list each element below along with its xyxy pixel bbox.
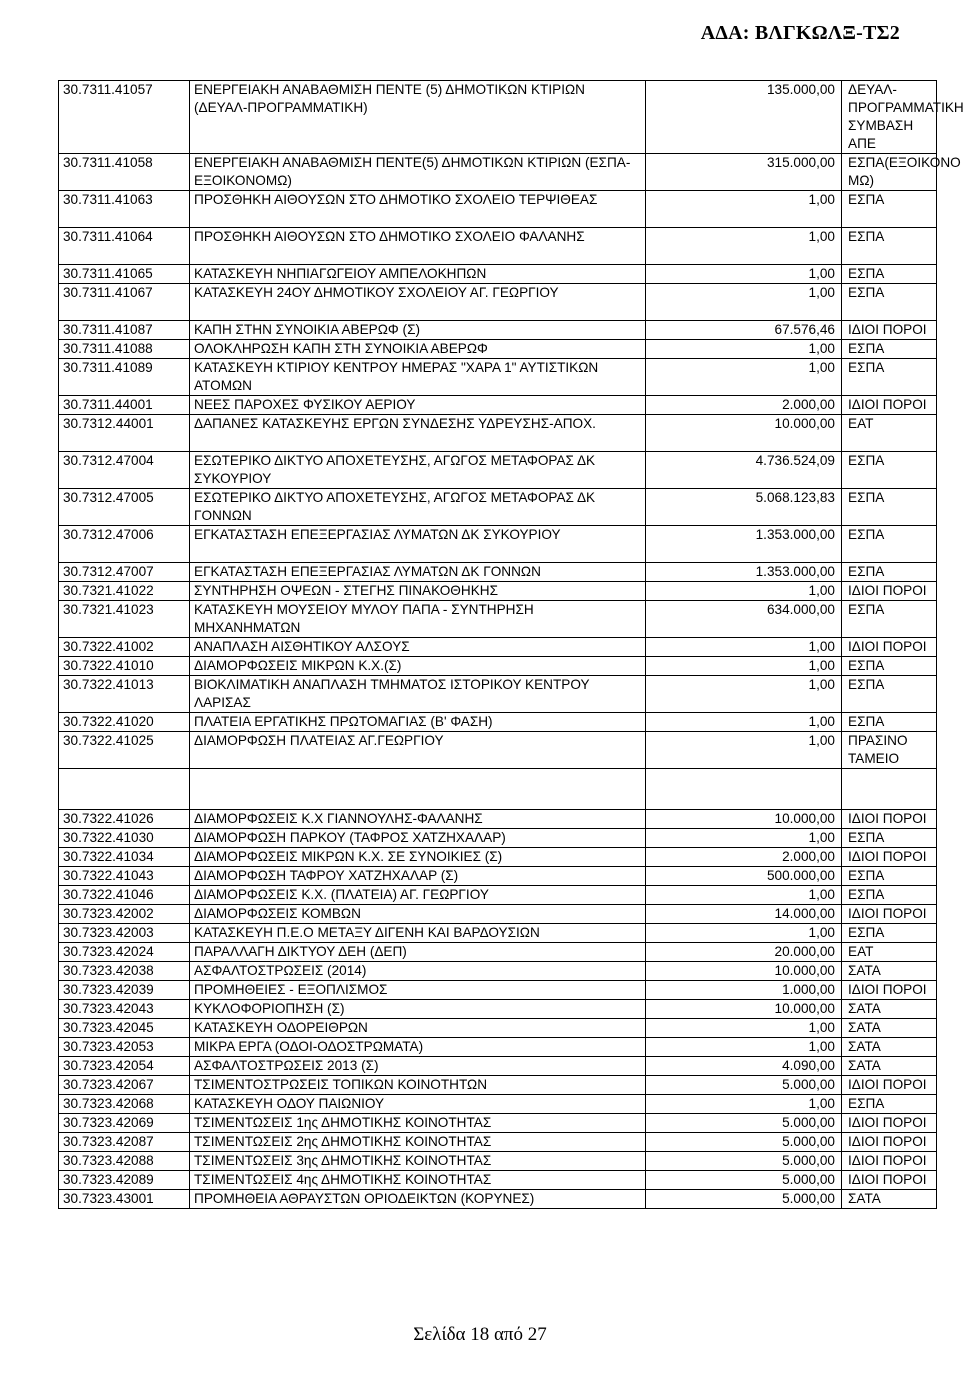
funding-source-cell: ΕΣΠΑ bbox=[842, 829, 937, 848]
amount-cell: 1,00 bbox=[646, 657, 842, 676]
funding-source-cell: ΕΣΠΑ bbox=[842, 191, 937, 228]
amount-cell: 67.576,46 bbox=[646, 321, 842, 340]
table-row bbox=[59, 732, 937, 769]
description-cell: ΠΡΟΣΘΗΚΗ ΑΙΘΟΥΣΩΝ ΣΤΟ ΔΗΜΟΤΙΚΟ ΣΧΟΛΕΙΟ ΦΑΛΑΝΗΣ bbox=[190, 228, 646, 265]
amount-cell: 1,00 bbox=[646, 886, 842, 905]
description-cell: ΤΣΙΜΕΝΤΩΣΕΙΣ 1ης ΔΗΜΟΤΙΚΗΣ ΚΟΙΝΟΤΗΤΑΣ bbox=[190, 1114, 646, 1133]
amount-cell: 5.000,00 bbox=[646, 1171, 842, 1190]
amount-cell: 5.000,00 bbox=[646, 1152, 842, 1171]
funding-source-cell: ΕΣΠΑ(ΕΞΟΙΚΟΝΟ ΜΩ) bbox=[842, 154, 937, 191]
account-code-cell: 30.7322.41013 bbox=[59, 676, 190, 713]
funding-source-cell: ΙΔΙΟΙ ΠΟΡΟΙ bbox=[842, 582, 937, 601]
account-code-cell: 30.7323.42067 bbox=[59, 1076, 190, 1095]
page-number: Σελίδα 18 από 27 bbox=[413, 1324, 547, 1345]
amount-cell: 1,00 bbox=[646, 582, 842, 601]
amount-cell: 1,00 bbox=[646, 340, 842, 359]
account-code-cell: 30.7323.42043 bbox=[59, 1000, 190, 1019]
account-code-cell: 30.7311.41087 bbox=[59, 321, 190, 340]
description-cell: ΔΙΑΜΟΡΦΩΣΗ ΤΑΦΡΟΥ ΧΑΤΖΗΧΑΛΑΡ (Σ) bbox=[190, 867, 646, 886]
table-row bbox=[59, 924, 937, 943]
amount-cell: 5.068.123,83 bbox=[646, 489, 842, 526]
description-cell: ΔΙΑΜΟΡΦΩΣΕΙΣ Κ.Χ ΓΙΑΝΝΟΥΛΗΣ-ΦΑΛΑΝΗΣ bbox=[190, 810, 646, 829]
funding-source-cell: ΕΣΠΑ bbox=[842, 676, 937, 713]
funding-source-cell: ΕΣΠΑ bbox=[842, 359, 937, 396]
account-code-cell: 30.7322.41025 bbox=[59, 732, 190, 769]
account-code-cell: 30.7311.41088 bbox=[59, 340, 190, 359]
table-row bbox=[59, 321, 937, 340]
account-code-cell: 30.7323.43001 bbox=[59, 1190, 190, 1209]
description-cell: ΚΑΤΑΣΚΕΥΗ ΚΤΙΡΙΟΥ ΚΕΝΤΡΟΥ ΗΜΕΡΑΣ "ΧΑΡΑ 1" ΑΥΤΙΣΤΙΚΩΝ ΑΤΟΜΩΝ bbox=[190, 359, 646, 396]
amount-cell: 1.353.000,00 bbox=[646, 563, 842, 582]
account-code-cell: 30.7321.41022 bbox=[59, 582, 190, 601]
amount-cell: 1,00 bbox=[646, 1019, 842, 1038]
description-cell: ΔΙΑΜΟΡΦΩΣΕΙΣ ΜΙΚΡΩΝ Κ.Χ.(Σ) bbox=[190, 657, 646, 676]
amount-cell: 2.000,00 bbox=[646, 396, 842, 415]
account-code-cell: 30.7323.42087 bbox=[59, 1133, 190, 1152]
funding-source-cell: ΕΣΠΑ bbox=[842, 265, 937, 284]
amount-cell: 4.090,00 bbox=[646, 1057, 842, 1076]
table-row bbox=[59, 191, 937, 228]
account-code-cell: 30.7322.41034 bbox=[59, 848, 190, 867]
account-code-cell: 30.7322.41026 bbox=[59, 810, 190, 829]
table-row bbox=[59, 1057, 937, 1076]
funding-source-cell: ΙΔΙΟΙ ΠΟΡΟΙ bbox=[842, 848, 937, 867]
table-row bbox=[59, 981, 937, 1000]
amount-cell: 5.000,00 bbox=[646, 1133, 842, 1152]
table-row bbox=[59, 848, 937, 867]
amount-cell: 135.000,00 bbox=[646, 81, 842, 154]
description-cell: ΤΣΙΜΕΝΤΟΣΤΡΩΣΕΙΣ ΤΟΠΙΚΩΝ ΚΟΙΝΟΤΗΤΩΝ bbox=[190, 1076, 646, 1095]
amount-cell: 1,00 bbox=[646, 228, 842, 265]
funding-source-cell: ΕΣΠΑ bbox=[842, 489, 937, 526]
amount-cell: 10.000,00 bbox=[646, 415, 842, 452]
description-cell: ΠΡΟΜΗΘΕΙΕΣ - ΕΞΟΠΛΙΣΜΟΣ bbox=[190, 981, 646, 1000]
description-cell: ΣΥΝΤΗΡΗΣΗ ΟΨΕΩΝ - ΣΤΕΓΗΣ ΠΙΝΑΚΟΘΗΚΗΣ bbox=[190, 582, 646, 601]
funding-source-cell: ΙΔΙΟΙ ΠΟΡΟΙ bbox=[842, 638, 937, 657]
funding-source-cell: ΣΑΤΑ bbox=[842, 1038, 937, 1057]
amount-cell: 1,00 bbox=[646, 1095, 842, 1114]
funding-source-cell: ΕΣΠΑ bbox=[842, 1095, 937, 1114]
table-row bbox=[59, 526, 937, 563]
description-cell: ΝΕΕΣ ΠΑΡΟΧΕΣ ΦΥΣΙΚΟΥ ΑΕΡΙΟΥ bbox=[190, 396, 646, 415]
table-row bbox=[59, 1171, 937, 1190]
description-cell: ΤΣΙΜΕΝΤΩΣΕΙΣ 4ης ΔΗΜΟΤΙΚΗΣ ΚΟΙΝΟΤΗΤΑΣ bbox=[190, 1171, 646, 1190]
funding-source-cell: ΕΣΠΑ bbox=[842, 924, 937, 943]
account-code-cell: 30.7323.42054 bbox=[59, 1057, 190, 1076]
funding-source-cell: ΙΔΙΟΙ ΠΟΡΟΙ bbox=[842, 1133, 937, 1152]
account-code-cell: 30.7323.42053 bbox=[59, 1038, 190, 1057]
funding-source-cell: ΙΔΙΟΙ ΠΟΡΟΙ bbox=[842, 810, 937, 829]
budget-table bbox=[58, 80, 964, 1209]
funding-source-cell: ΕΣΠΑ bbox=[842, 228, 937, 265]
funding-source-cell: ΕΣΠΑ bbox=[842, 886, 937, 905]
account-code-cell: 30.7323.42038 bbox=[59, 962, 190, 981]
table-row bbox=[59, 340, 937, 359]
amount-cell: 1,00 bbox=[646, 191, 842, 228]
description-cell: ΕΣΩΤΕΡΙΚΟ ΔΙΚΤΥΟ ΑΠΟΧΕΤΕΥΣΗΣ, ΑΓΩΓΟΣ ΜΕΤΑΦΟΡΑΣ ΔΚ ΓΟΝΝΩΝ bbox=[190, 489, 646, 526]
funding-source-cell: ΙΔΙΟΙ ΠΟΡΟΙ bbox=[842, 905, 937, 924]
table-row bbox=[59, 886, 937, 905]
funding-source-cell: ΙΔΙΟΙ ΠΟΡΟΙ bbox=[842, 396, 937, 415]
funding-source-cell: ΠΡΑΣΙΝΟ ΤΑΜΕΙΟ bbox=[842, 732, 937, 769]
account-code-cell: 30.7311.41057 bbox=[59, 81, 190, 154]
description-cell: ΤΣΙΜΕΝΤΩΣΕΙΣ 3ης ΔΗΜΟΤΙΚΗΣ ΚΟΙΝΟΤΗΤΑΣ bbox=[190, 1152, 646, 1171]
description-cell: ΠΡΟΣΘΗΚΗ ΑΙΘΟΥΣΩΝ ΣΤΟ ΔΗΜΟΤΙΚΟ ΣΧΟΛΕΙΟ ΤΕΡΨΙΘΕΑΣ bbox=[190, 191, 646, 228]
amount-cell: 1,00 bbox=[646, 359, 842, 396]
amount-cell: 1,00 bbox=[646, 713, 842, 732]
amount-cell: 315.000,00 bbox=[646, 154, 842, 191]
table-row bbox=[59, 284, 937, 321]
description-cell: ΔΙΑΜΟΡΦΩΣΕΙΣ ΜΙΚΡΩΝ Κ.Χ. ΣΕ ΣΥΝΟΙΚΙΕΣ (Σ) bbox=[190, 848, 646, 867]
table-row bbox=[59, 396, 937, 415]
table-row bbox=[59, 676, 937, 713]
amount-cell: 5.000,00 bbox=[646, 1114, 842, 1133]
spacer-cell bbox=[190, 769, 646, 810]
description-cell: ΕΓΚΑΤΑΣΤΑΣΗ ΕΠΕΞΕΡΓΑΣΙΑΣ ΛΥΜΑΤΩΝ ΔΚ ΣΥΚΟΥΡΙΟΥ bbox=[190, 526, 646, 563]
account-code-cell: 30.7312.47007 bbox=[59, 563, 190, 582]
table-row bbox=[59, 1019, 937, 1038]
amount-cell: 10.000,00 bbox=[646, 962, 842, 981]
account-code-cell: 30.7322.41046 bbox=[59, 886, 190, 905]
funding-source-cell: ΕΑΤ bbox=[842, 943, 937, 962]
description-cell: ΚΑΤΑΣΚΕΥΗ 24ΟΥ ΔΗΜΟΤΙΚΟΥ ΣΧΟΛΕΙΟΥ ΑΓ. ΓΕΩΡΓΙΟΥ bbox=[190, 284, 646, 321]
account-code-cell: 30.7323.42069 bbox=[59, 1114, 190, 1133]
account-code-cell: 30.7323.42003 bbox=[59, 924, 190, 943]
description-cell: ΚΑΤΑΣΚΕΥΗ ΝΗΠΙΑΓΩΓΕΙΟΥ ΑΜΠΕΛΟΚΗΠΩΝ bbox=[190, 265, 646, 284]
amount-cell: 5.000,00 bbox=[646, 1076, 842, 1095]
table-spacer-row bbox=[59, 769, 937, 810]
account-code-cell: 30.7322.41030 bbox=[59, 829, 190, 848]
table-row bbox=[59, 638, 937, 657]
spacer-cell bbox=[842, 769, 937, 810]
description-cell: ΕΝΕΡΓΕΙΑΚΗ ΑΝΑΒΑΘΜΙΣΗ ΠΕΝΤΕ (5) ΔΗΜΟΤΙΚΩΝ ΚΤΙΡΙΩΝ (ΔΕΥΑΛ-ΠΡΟΓΡΑΜΜΑΤΙΚΗ) bbox=[190, 81, 646, 154]
funding-source-cell: ΕΣΠΑ bbox=[842, 284, 937, 321]
ada-code: ΑΔΑ: ΒΛΓΚΩΛΞ-ΤΣ2 bbox=[700, 22, 900, 44]
description-cell: ΟΛΟΚΛΗΡΩΣΗ ΚΑΠΗ ΣΤΗ ΣΥΝΟΙΚΙΑ ΑΒΕΡΩΦ bbox=[190, 340, 646, 359]
account-code-cell: 30.7311.41063 bbox=[59, 191, 190, 228]
amount-cell: 1.353.000,00 bbox=[646, 526, 842, 563]
description-cell: ΚΑΤΑΣΚΕΥΗ ΟΔΟΥ ΠΑΙΩΝΙΟΥ bbox=[190, 1095, 646, 1114]
account-code-cell: 30.7323.42088 bbox=[59, 1152, 190, 1171]
amount-cell: 20.000,00 bbox=[646, 943, 842, 962]
spacer-cell bbox=[59, 769, 190, 810]
funding-source-cell: ΕΣΠΑ bbox=[842, 601, 937, 638]
account-code-cell: 30.7323.42068 bbox=[59, 1095, 190, 1114]
funding-source-cell: ΣΑΤΑ bbox=[842, 1000, 937, 1019]
account-code-cell: 30.7323.42002 bbox=[59, 905, 190, 924]
table-row bbox=[59, 657, 937, 676]
funding-source-cell: ΙΔΙΟΙ ΠΟΡΟΙ bbox=[842, 1152, 937, 1171]
account-code-cell: 30.7311.41067 bbox=[59, 284, 190, 321]
table-row bbox=[59, 563, 937, 582]
funding-source-cell: ΣΑΤΑ bbox=[842, 1019, 937, 1038]
amount-cell: 1,00 bbox=[646, 265, 842, 284]
funding-source-cell: ΕΑΤ bbox=[842, 415, 937, 452]
description-cell: ΚΑΤΑΣΚΕΥΗ ΜΟΥΣΕΙΟΥ ΜΥΛΟΥ ΠΑΠΑ - ΣΥΝΤΗΡΗΣΗ ΜΗΧΑΝΗΜΑΤΩΝ bbox=[190, 601, 646, 638]
spacer-cell bbox=[646, 769, 842, 810]
funding-source-cell: ΕΣΠΑ bbox=[842, 867, 937, 886]
funding-source-cell: ΔΕΥΑΛ-ΠΡΟΓΡΑΜΜΑΤΙΚΗ ΣΥΜΒΑΣΗ ΑΠΕ bbox=[842, 81, 937, 154]
account-code-cell: 30.7322.41020 bbox=[59, 713, 190, 732]
amount-cell: 1,00 bbox=[646, 1038, 842, 1057]
description-cell: ΑΣΦΑΛΤΟΣΤΡΩΣΕΙΣ 2013 (Σ) bbox=[190, 1057, 646, 1076]
amount-cell: 1,00 bbox=[646, 924, 842, 943]
amount-cell: 1.000,00 bbox=[646, 981, 842, 1000]
amount-cell: 634.000,00 bbox=[646, 601, 842, 638]
description-cell: ΚΑΤΑΣΚΕΥΗ ΟΔΟΡΕΙΘΡΩΝ bbox=[190, 1019, 646, 1038]
table-row bbox=[59, 489, 937, 526]
account-code-cell: 30.7312.47006 bbox=[59, 526, 190, 563]
funding-source-cell: ΕΣΠΑ bbox=[842, 340, 937, 359]
account-code-cell: 30.7322.41043 bbox=[59, 867, 190, 886]
account-code-cell: 30.7321.41023 bbox=[59, 601, 190, 638]
funding-source-cell: ΕΣΠΑ bbox=[842, 452, 937, 489]
amount-cell: 1,00 bbox=[646, 676, 842, 713]
funding-source-cell: ΙΔΙΟΙ ΠΟΡΟΙ bbox=[842, 1076, 937, 1095]
description-cell: ΚΑΠΗ ΣΤΗΝ ΣΥΝΟΙΚΙΑ ΑΒΕΡΩΦ (Σ) bbox=[190, 321, 646, 340]
description-cell: ΔΙΑΜΟΡΦΩΣΕΙΣ Κ.Χ. (ΠΛΑΤΕΙΑ) ΑΓ. ΓΕΩΡΓΙΟΥ bbox=[190, 886, 646, 905]
table-row bbox=[59, 415, 937, 452]
description-cell: ΚΥΚΛΟΦΟΡΙΟΠΗΣΗ (Σ) bbox=[190, 1000, 646, 1019]
description-cell: ΤΣΙΜΕΝΤΩΣΕΙΣ 2ης ΔΗΜΟΤΙΚΗΣ ΚΟΙΝΟΤΗΤΑΣ bbox=[190, 1133, 646, 1152]
account-code-cell: 30.7312.44001 bbox=[59, 415, 190, 452]
amount-cell: 5.000,00 bbox=[646, 1190, 842, 1209]
funding-source-cell: ΙΔΙΟΙ ΠΟΡΟΙ bbox=[842, 321, 937, 340]
table-row bbox=[59, 154, 937, 191]
funding-source-cell: ΕΣΠΑ bbox=[842, 713, 937, 732]
account-code-cell: 30.7323.42039 bbox=[59, 981, 190, 1000]
table-row bbox=[59, 265, 937, 284]
table-row bbox=[59, 905, 937, 924]
amount-cell: 2.000,00 bbox=[646, 848, 842, 867]
amount-cell: 1,00 bbox=[646, 732, 842, 769]
amount-cell: 500.000,00 bbox=[646, 867, 842, 886]
table-row bbox=[59, 810, 937, 829]
account-code-cell: 30.7323.42089 bbox=[59, 1171, 190, 1190]
amount-cell: 14.000,00 bbox=[646, 905, 842, 924]
description-cell: ΠΡΟΜΗΘΕΙΑ ΑΘΡΑΥΣΤΩΝ ΟΡΙΟΔΕΙΚΤΩΝ (ΚΟΡΥΝΕΣ) bbox=[190, 1190, 646, 1209]
table-row bbox=[59, 601, 937, 638]
funding-source-cell: ΣΑΤΑ bbox=[842, 962, 937, 981]
budget-table-body bbox=[59, 81, 964, 1209]
description-cell: ΕΓΚΑΤΑΣΤΑΣΗ ΕΠΕΞΕΡΓΑΣΙΑΣ ΛΥΜΑΤΩΝ ΔΚ ΓΟΝΝΩΝ bbox=[190, 563, 646, 582]
account-code-cell: 30.7311.41089 bbox=[59, 359, 190, 396]
table-row bbox=[59, 829, 937, 848]
description-cell: ΔΑΠΑΝΕΣ ΚΑΤΑΣΚΕΥΗΣ ΕΡΓΩΝ ΣΥΝΔΕΣΗΣ ΥΔΡΕΥΣΗΣ-ΑΠΟΧ. bbox=[190, 415, 646, 452]
account-code-cell: 30.7311.41058 bbox=[59, 154, 190, 191]
table-row bbox=[59, 713, 937, 732]
funding-source-cell: ΣΑΤΑ bbox=[842, 1190, 937, 1209]
account-code-cell: 30.7323.42045 bbox=[59, 1019, 190, 1038]
description-cell: ΒΙΟΚΛΙΜΑΤΙΚΗ ΑΝΑΠΛΑΣΗ ΤΜΗΜΑΤΟΣ ΙΣΤΟΡΙΚΟΥ ΚΕΝΤΡΟΥ ΛΑΡΙΣΑΣ bbox=[190, 676, 646, 713]
funding-source-cell: ΕΣΠΑ bbox=[842, 526, 937, 563]
table-row bbox=[59, 582, 937, 601]
amount-cell: 4.736.524,09 bbox=[646, 452, 842, 489]
table-row bbox=[59, 1133, 937, 1152]
description-cell: ΑΣΦΑΛΤΟΣΤΡΩΣΕΙΣ (2014) bbox=[190, 962, 646, 981]
amount-cell: 1,00 bbox=[646, 638, 842, 657]
account-code-cell: 30.7311.41064 bbox=[59, 228, 190, 265]
account-code-cell: 30.7312.47005 bbox=[59, 489, 190, 526]
table-row bbox=[59, 962, 937, 981]
amount-cell: 1,00 bbox=[646, 829, 842, 848]
account-code-cell: 30.7311.44001 bbox=[59, 396, 190, 415]
account-code-cell: 30.7322.41010 bbox=[59, 657, 190, 676]
description-cell: ΚΑΤΑΣΚΕΥΗ Π.Ε.Ο ΜΕΤΑΞΥ ΔΙΓΕΝΗ ΚΑΙ ΒΑΡΔΟΥΣΙΩΝ bbox=[190, 924, 646, 943]
funding-source-cell: ΕΣΠΑ bbox=[842, 657, 937, 676]
amount-cell: 10.000,00 bbox=[646, 1000, 842, 1019]
funding-source-cell: ΙΔΙΟΙ ΠΟΡΟΙ bbox=[842, 981, 937, 1000]
description-cell: ΔΙΑΜΟΡΦΩΣΗ ΠΑΡΚΟΥ (ΤΑΦΡΟΣ ΧΑΤΖΗΧΑΛΑΡ) bbox=[190, 829, 646, 848]
table-row bbox=[59, 81, 937, 154]
account-code-cell: 30.7323.42024 bbox=[59, 943, 190, 962]
table-row bbox=[59, 452, 937, 489]
table-row bbox=[59, 1190, 937, 1209]
description-cell: ΑΝΑΠΛΑΣΗ ΑΙΣΘΗΤΙΚΟΥ ΑΛΣΟΥΣ bbox=[190, 638, 646, 657]
funding-source-cell: ΕΣΠΑ bbox=[842, 563, 937, 582]
table-row bbox=[59, 228, 937, 265]
amount-cell: 10.000,00 bbox=[646, 810, 842, 829]
table-row bbox=[59, 1038, 937, 1057]
description-cell: ΔΙΑΜΟΡΦΩΣΗ ΠΛΑΤΕΙΑΣ ΑΓ.ΓΕΩΡΓΙΟΥ bbox=[190, 732, 646, 769]
table-row bbox=[59, 867, 937, 886]
funding-source-cell: ΣΑΤΑ bbox=[842, 1057, 937, 1076]
account-code-cell: 30.7322.41002 bbox=[59, 638, 190, 657]
table-row bbox=[59, 359, 937, 396]
table-row bbox=[59, 1076, 937, 1095]
table-row bbox=[59, 943, 937, 962]
table-row bbox=[59, 1000, 937, 1019]
description-cell: ΜΙΚΡΑ ΕΡΓΑ (ΟΔΟΙ-ΟΔΟΣΤΡΩΜΑΤΑ) bbox=[190, 1038, 646, 1057]
description-cell: ΕΝΕΡΓΕΙΑΚΗ ΑΝΑΒΑΘΜΙΣΗ ΠΕΝΤΕ(5) ΔΗΜΟΤΙΚΩΝ ΚΤΙΡΙΩΝ (ΕΣΠΑ-ΕΞΟΙΚΟΝΟΜΩ) bbox=[190, 154, 646, 191]
description-cell: ΕΣΩΤΕΡΙΚΟ ΔΙΚΤΥΟ ΑΠΟΧΕΤΕΥΣΗΣ, ΑΓΩΓΟΣ ΜΕΤΑΦΟΡΑΣ ΔΚ ΣΥΚΟΥΡΙΟΥ bbox=[190, 452, 646, 489]
table-row bbox=[59, 1095, 937, 1114]
amount-cell: 1,00 bbox=[646, 284, 842, 321]
description-cell: ΔΙΑΜΟΡΦΩΣΕΙΣ ΚΟΜΒΩΝ bbox=[190, 905, 646, 924]
account-code-cell: 30.7312.47004 bbox=[59, 452, 190, 489]
table-row bbox=[59, 1114, 937, 1133]
description-cell: ΠΛΑΤΕΙΑ ΕΡΓΑΤΙΚΗΣ ΠΡΩΤΟΜΑΓΙΑΣ (Β' ΦΑΣΗ) bbox=[190, 713, 646, 732]
table-row bbox=[59, 1152, 937, 1171]
funding-source-cell: ΙΔΙΟΙ ΠΟΡΟΙ bbox=[842, 1114, 937, 1133]
description-cell: ΠΑΡΑΛΛΑΓΗ ΔΙΚΤΥΟΥ ΔΕΗ (ΔΕΠ) bbox=[190, 943, 646, 962]
funding-source-cell: ΙΔΙΟΙ ΠΟΡΟΙ bbox=[842, 1171, 937, 1190]
account-code-cell: 30.7311.41065 bbox=[59, 265, 190, 284]
